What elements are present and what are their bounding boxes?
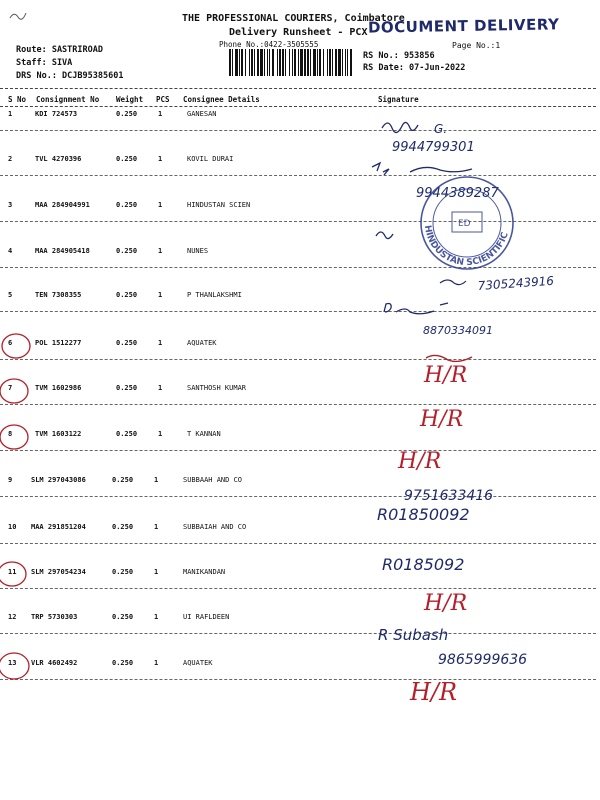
row-8-weight: 0.250 bbox=[116, 430, 138, 438]
rs-date: RS Date: 07-Jun-2022 bbox=[363, 63, 466, 73]
row-3-consignment: MAA 284904991 bbox=[35, 201, 90, 209]
row-4-consignee: NUNES bbox=[187, 247, 209, 255]
row-1-consignment: KDI 724573 bbox=[35, 110, 78, 118]
col-header-pcs: PCS bbox=[156, 95, 170, 104]
row-4-pcs: 1 bbox=[158, 247, 163, 255]
row-6-pcs: 1 bbox=[158, 339, 163, 347]
circle-row-6 bbox=[2, 334, 30, 358]
signature-2-scribble bbox=[372, 163, 472, 175]
row-5-pcs: 1 bbox=[158, 291, 163, 299]
row-3-weight: 0.250 bbox=[116, 201, 138, 209]
row-2-consignee: KOVIL DURAI bbox=[187, 155, 234, 163]
signature-12-name: R Subash bbox=[378, 626, 449, 644]
row-4-weight: 0.250 bbox=[116, 247, 138, 255]
row-7-pcs: 1 bbox=[158, 384, 163, 392]
signature-1-initial: G. bbox=[434, 122, 448, 136]
col-header-weight: Weight bbox=[116, 95, 144, 104]
row-6-weight: 0.250 bbox=[116, 339, 138, 347]
drs-number: DRS No.: DCJB95385601 bbox=[16, 71, 124, 81]
phone-number: Phone No.:0422-3505555 bbox=[219, 40, 319, 49]
route-label: Route: SASTRIROAD bbox=[16, 45, 103, 55]
signature-1-scribble bbox=[382, 122, 418, 132]
row-1-consignee: GANESAN bbox=[187, 110, 217, 118]
signature-4-scribble bbox=[440, 280, 466, 285]
row-12-consignee: UI RAFLDEEN bbox=[183, 613, 230, 621]
row-5-weight: 0.250 bbox=[116, 291, 138, 299]
row-13-consignment: VLR 4602492 bbox=[31, 659, 78, 667]
col-header-consignment: Consignment No bbox=[36, 95, 100, 104]
signature-11-ref: R0185092 bbox=[382, 555, 465, 574]
row-7-weight: 0.250 bbox=[116, 384, 138, 392]
signature-12-phone: 9865999636 bbox=[438, 652, 528, 668]
signature-5-phone: 8870334091 bbox=[423, 324, 493, 337]
hr-mark-row11: H/R bbox=[424, 591, 468, 616]
signature-9-ref: R01850092 bbox=[377, 505, 470, 524]
row-2-pcs: 1 bbox=[158, 155, 163, 163]
circle-row-11 bbox=[0, 562, 26, 586]
row-10-consignee: SUBBAIAH AND CO bbox=[183, 523, 247, 531]
row-1-sno: 1 bbox=[8, 110, 13, 118]
svg-text:HINDUSTAN SCIENTIFIC: HINDUSTAN SCIENTIFIC bbox=[421, 224, 511, 269]
row-10-weight: 0.250 bbox=[112, 523, 134, 531]
svg-text:ED: ED bbox=[458, 219, 471, 229]
row-1-weight: 0.250 bbox=[116, 110, 138, 118]
row-12-pcs: 1 bbox=[154, 613, 159, 621]
row-10-sno: 10 bbox=[8, 523, 17, 531]
hr-mark-row6: H/R bbox=[424, 363, 468, 388]
col-header-consignee: Consignee Details bbox=[183, 95, 260, 104]
document-delivery-stamp: DOCUMENT DELIVERY bbox=[367, 15, 560, 37]
row-7-consignee: SANTHOSH KUMAR bbox=[187, 384, 247, 392]
row-9-consignee: SUBBAAH AND CO bbox=[183, 476, 243, 484]
circle-row-7 bbox=[0, 379, 28, 403]
signature-4-phone: 7305243916 bbox=[477, 273, 555, 293]
row-11-consignee: MANIKANDAN bbox=[183, 568, 226, 576]
company-name: THE PROFESSIONAL COURIERS, Coimbatore bbox=[182, 13, 405, 24]
row-5-consignment: TEN 7308355 bbox=[35, 291, 82, 299]
row-2-weight: 0.250 bbox=[116, 155, 138, 163]
row-4-sno: 4 bbox=[8, 247, 13, 255]
col-header-signature: Signature bbox=[378, 95, 419, 104]
row-7-consignment: TVM 1602986 bbox=[35, 384, 82, 392]
hr-mark-row7: H/R bbox=[420, 407, 464, 432]
row-6-sno: 6 bbox=[8, 339, 13, 347]
row-5-sno: 5 bbox=[8, 291, 13, 299]
row-13-pcs: 1 bbox=[154, 659, 159, 667]
row-11-weight: 0.250 bbox=[112, 568, 134, 576]
row-8-pcs: 1 bbox=[158, 430, 163, 438]
row-5-consignee: P THANLAKSHMI bbox=[187, 291, 242, 299]
signature-5-scribble bbox=[384, 303, 448, 314]
row-6-consignment: POL 1512277 bbox=[35, 339, 82, 347]
staff-label: Staff: SIVA bbox=[16, 58, 73, 68]
row-12-consignment: TRP 5730303 bbox=[31, 613, 78, 621]
row-10-consignment: MAA 291851204 bbox=[31, 523, 86, 531]
row-11-consignment: SLM 297054234 bbox=[31, 568, 86, 576]
row-11-sno: 11 bbox=[8, 568, 17, 576]
row-1-pcs: 1 bbox=[158, 110, 163, 118]
page-number: Page No.:1 bbox=[452, 41, 501, 50]
row-11-pcs: 1 bbox=[154, 568, 159, 576]
row-9-weight: 0.250 bbox=[112, 476, 134, 484]
circle-row-8 bbox=[0, 425, 28, 449]
row-2-sno: 2 bbox=[8, 155, 13, 163]
row-7-sno: 7 bbox=[8, 384, 13, 392]
hr-mark-row13: H/R bbox=[410, 678, 458, 706]
row-3-pcs: 1 bbox=[158, 201, 163, 209]
signature-9-phone: 9751633416 bbox=[404, 488, 494, 504]
signature-3-scribble bbox=[376, 232, 393, 239]
row-13-consignee: AQUATEK bbox=[183, 659, 213, 667]
hr-scribble-row6 bbox=[426, 355, 472, 361]
row-3-sno: 3 bbox=[8, 201, 13, 209]
hr-mark-row8: H/R bbox=[398, 449, 442, 474]
row-12-weight: 0.250 bbox=[112, 613, 134, 621]
row-9-consignment: SLM 297043086 bbox=[31, 476, 86, 484]
row-9-sno: 9 bbox=[8, 476, 13, 484]
row-8-consignee: T KANNAN bbox=[187, 430, 221, 438]
row-8-consignment: TVM 1603122 bbox=[35, 430, 82, 438]
row-8-sno: 8 bbox=[8, 430, 13, 438]
row-2-consignment: TVL 4270396 bbox=[35, 155, 82, 163]
row-3-consignee: HINDUSTAN SCIEN bbox=[187, 201, 251, 209]
row-12-sno: 12 bbox=[8, 613, 17, 621]
row-13-sno: 13 bbox=[8, 659, 17, 667]
col-header-sno: S No bbox=[8, 95, 27, 104]
row-13-weight: 0.250 bbox=[112, 659, 134, 667]
circle-row-13 bbox=[0, 653, 29, 679]
row-6-consignee: AQUATEK bbox=[187, 339, 217, 347]
signature-2-phone: 9944389287 bbox=[416, 186, 499, 201]
runsheet-title: Delivery Runsheet - PCX bbox=[229, 27, 368, 38]
row-4-consignment: MAA 284905418 bbox=[35, 247, 90, 255]
row-10-pcs: 1 bbox=[154, 523, 159, 531]
row-9-pcs: 1 bbox=[154, 476, 159, 484]
rs-number: RS No.: 953856 bbox=[363, 51, 435, 61]
signature-1-phone: 9944799301 bbox=[392, 140, 475, 155]
